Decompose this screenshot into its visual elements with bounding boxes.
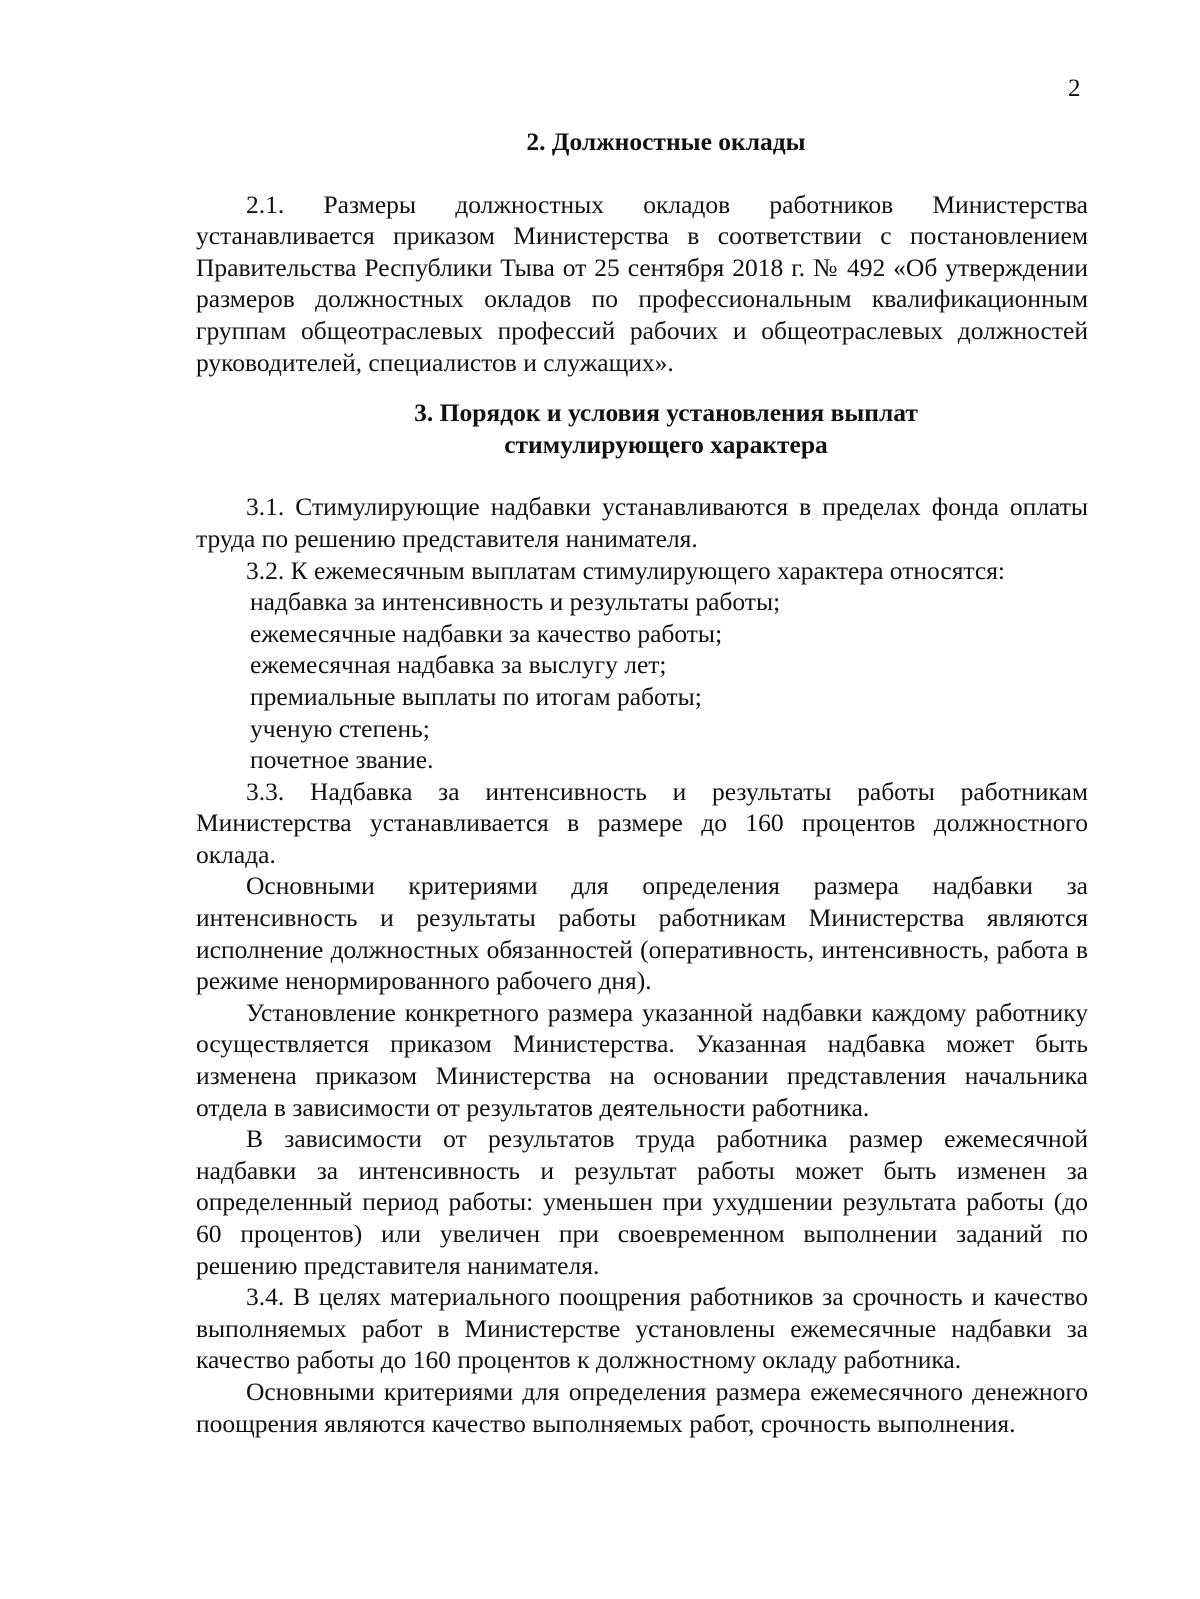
list-item: надбавка за интенсивность и результаты работы; (250, 587, 781, 617)
section-3-heading-line1: 3. Порядок и условия установления выплат (414, 398, 918, 428)
paragraph-3-4: 3.4. В целях материального поощрения работников за срочность и качество выполняемых работ в Министерстве установлены ежемесячные надбавки за качество работы до 160 процентов к должностному окладу работника. (196, 1282, 1088, 1375)
section-2-heading: 2. Должностные оклады (526, 127, 806, 156)
page-number: 2 (1068, 75, 1081, 102)
list-item: ученую степень; (250, 713, 430, 743)
paragraph-establishment: Установление конкретного размера указанной надбавки каждому работнику осуществляется приказом Министерства. Указанная надбавка может быть изменена приказом Министерства на основании представления начальника отдела в зависимости от результатов деятельности работника. (196, 997, 1088, 1122)
list-item: премиальные выплаты по итогам работы; (250, 681, 702, 711)
section-3-heading-line2: стимулирующего характера (504, 429, 828, 459)
section-3-heading (196, 397, 1088, 460)
paragraph-3-3: 3.3. Надбавка за интенсивность и результаты работы работникам Министерства устанавливается в размере до 160 процентов должностного оклада. (196, 776, 1088, 869)
paragraph-criteria: Основными критериями для определения размера надбавки за интенсивность и результаты работы работникам Министерства являются исполнение должностных обязанностей (оперативность, интенсивность, работа в режиме ненормированного рабочего дня). (196, 871, 1088, 996)
paragraph-3-1: 3.1. Стимулирующие надбавки устанавливаются в пределах фонда оплаты труда по решению представителя нанимателя. (196, 492, 1088, 553)
list-item: ежемесячные надбавки за качество работы; (250, 618, 723, 648)
paragraph-2-1: 2.1. Размеры должностных окладов работников Министерства устанавливается приказом Министерства в соответствии с постановлением Правительства Республики Тыва от 25 сентября 2018 г. № 492 «Об утверждении размеров должностных окладов по профессиональным квалификационным группам общеотраслевых профессий рабочих и общеотраслевых должностей руководителей, специалистов и служащих». (196, 189, 1088, 377)
document-body (196, 126, 1088, 1439)
list-item: ежемесячная надбавка за выслугу лет; (250, 650, 667, 680)
list-item: почетное звание. (250, 745, 434, 775)
paragraph-3-2: 3.2. К ежемесячным выплатам стимулирующего характера относятся: (246, 555, 1006, 585)
paragraph-dependence: В зависимости от результатов труда работника размер ежемесячной надбавки за интенсивность и результат работы может быть изменен за определенный период работы: уменьшен при ухудшении результата работы (до 60 процентов) или увеличен при своевременном выполнении заданий по решению представителя нанимателя. (196, 1124, 1088, 1280)
paragraph-criteria-2: Основными критериями для определения размера ежемесячного денежного поощрения являются качество выполняемых работ, срочность выполнения. (196, 1376, 1088, 1438)
